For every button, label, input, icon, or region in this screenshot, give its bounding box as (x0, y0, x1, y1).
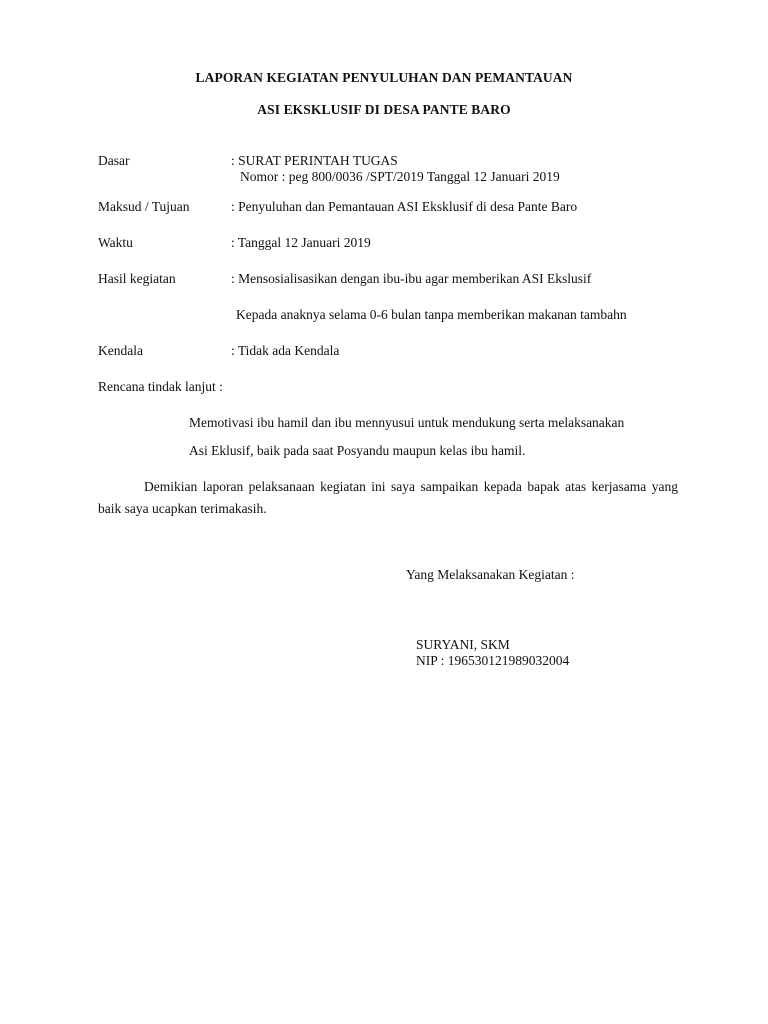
report-title-line-2: ASI EKSKLUSIF DI DESA PANTE BARO (257, 102, 511, 117)
waktu-value: : Tanggal 12 Januari 2019 (231, 235, 371, 250)
rencana-line-1: Memotivasi ibu hamil dan ibu mennyusui untuk mendukung serta melaksanakan (189, 415, 625, 430)
hasil-kegiatan-value: : Mensosialisasikan dengan ibu-ibu agar memberikan ASI Ekslusif (231, 271, 592, 286)
signatory-nip: NIP : 196530121989032004 (416, 653, 570, 668)
rencana-line-2: Asi Eklusif, baik pada saat Posyandu maupun kelas ibu hamil. (189, 443, 526, 458)
dasar-nomor: Nomor : peg 800/0036 /SPT/2019 Tanggal 12 Januari 2019 (240, 169, 560, 184)
maksud-value: : Penyuluhan dan Pemantauan ASI Eksklusif di desa Pante Baro (231, 199, 578, 214)
hasil-kegiatan-label: Hasil kegiatan (98, 271, 176, 286)
dasar-label: Dasar (98, 153, 130, 168)
closing-paragraph (98, 476, 678, 520)
kendala-label: Kendala (98, 343, 143, 358)
signature-heading: Yang Melaksanakan Kegiatan : (406, 567, 575, 582)
closing-text: Demikian laporan pelaksanaan kegiatan ini saya sampaikan kepada bapak atas kerjasama yang baik saya ucapkan terimakasih. (98, 479, 678, 516)
hasil-kegiatan-value-continued: Kepada anaknya selama 0-6 bulan tanpa memberikan makanan tambahn (236, 307, 627, 322)
report-title-line-1: LAPORAN KEGIATAN PENYULUHAN DAN PEMANTAUAN (195, 70, 573, 85)
dasar-value: : SURAT PERINTAH TUGAS (231, 153, 398, 168)
signatory-name: SURYANI, SKM (416, 637, 510, 652)
waktu-label: Waktu (98, 235, 133, 250)
kendala-value: : Tidak ada Kendala (231, 343, 340, 358)
rencana-tindak-lanjut-label: Rencana tindak lanjut : (98, 379, 223, 394)
maksud-label: Maksud / Tujuan (98, 199, 190, 214)
